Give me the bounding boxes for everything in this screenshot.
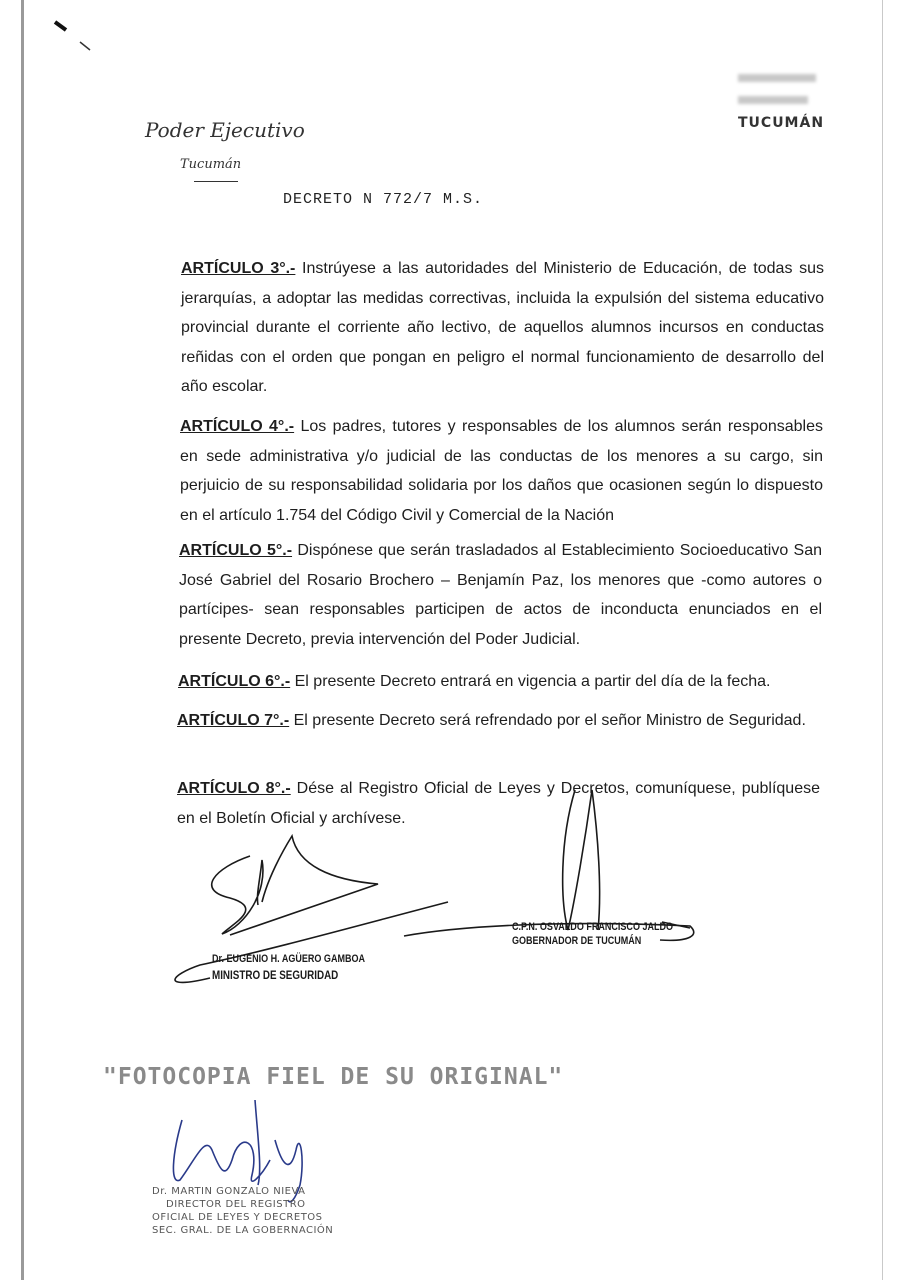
letterhead-poder-ejecutivo: Poder Ejecutivo — [145, 118, 305, 142]
article-label: ARTÍCULO 6°.- — [178, 673, 291, 690]
article-text: El presente Decreto entrará en vigencia a partir del día de la fecha. — [290, 673, 771, 690]
article-text: Dése al Registro Oficial de Leyes y Decretos, comuníquese, publíquese en el Boletín Oficial y archívese. — [177, 780, 821, 827]
governor-title: GOBERNADOR DE TUCUMÁN — [512, 935, 642, 947]
scan-speck — [80, 42, 90, 50]
governor-name: C.P.N. OSVALDO FRANCISCO JALDO — [512, 921, 674, 933]
article-text: Dispónese que serán trasladados al Establecimiento Socioeducativo San José Gabriel del Rosario Brochero – Benjamín Paz, los menores que -como autores o partícipes- sean responsables participen de actos de inconducta enunciados en el presente Decreto, previa intervención del Poder Judicial. — [179, 542, 823, 648]
governor-signature — [404, 790, 694, 940]
article-label: ARTÍCULO 5°.- — [179, 542, 293, 559]
certifier-title-2: OFICIAL DE LEYES Y DECRETOS — [152, 1212, 323, 1223]
minister-title: MINISTRO DE SEGURIDAD — [212, 968, 339, 982]
article-label: ARTÍCULO 7°.- — [177, 712, 290, 729]
decree-title: DECRETO N 772/7 M.S. — [283, 191, 484, 208]
article-text: Los padres, tutores y responsables de los alumnos serán responsables en sede administrativa y/o judicial de las conductas de los menores a su cargo, sin perjuicio de su responsabilidad solidaria por los daños que ocasionen según lo dispuesto en el artículo 1.754 del Código Civil y Comercial de la Nación — [180, 418, 824, 524]
scan-speck — [55, 22, 66, 30]
certified-copy-stamp: "FOTOCOPIA FIEL DE SU ORIGINAL" — [103, 1064, 564, 1090]
letterhead-tucuman: Tucumán — [180, 157, 242, 172]
article-label: ARTÍCULO 8°.- — [177, 780, 291, 797]
article-label: ARTÍCULO 4°.- — [180, 418, 295, 435]
article-label: ARTÍCULO 3°.- — [181, 260, 296, 277]
certifier-name: Dr. MARTIN GONZALO NIEVA — [152, 1186, 306, 1197]
article-text: El presente Decreto será refrendado por el señor Ministro de Seguridad. — [289, 712, 806, 729]
letterhead-right-label: TUCUMÁN — [738, 115, 825, 131]
article-text: Instrúyese a las autoridades del Ministerio de Educación, de todas sus jerarquías, a adoptar las medidas correctivas, incluida la expulsión del sistema educativo provincial durante el corriente año lectivo, de aquellos alumnos incursos en conductas reñidas con el orden que pongan en peligro el normal funcionamiento de desarrollo del año escolar. — [181, 260, 824, 395]
minister-name: Dr. EUGENIO H. AGÜERO GAMBOA — [212, 953, 366, 965]
certifier-title-3: SEC. GRAL. DE LA GOBERNACIÓN — [152, 1225, 334, 1236]
certifier-title-1: DIRECTOR DEL REGISTRO — [166, 1199, 306, 1210]
